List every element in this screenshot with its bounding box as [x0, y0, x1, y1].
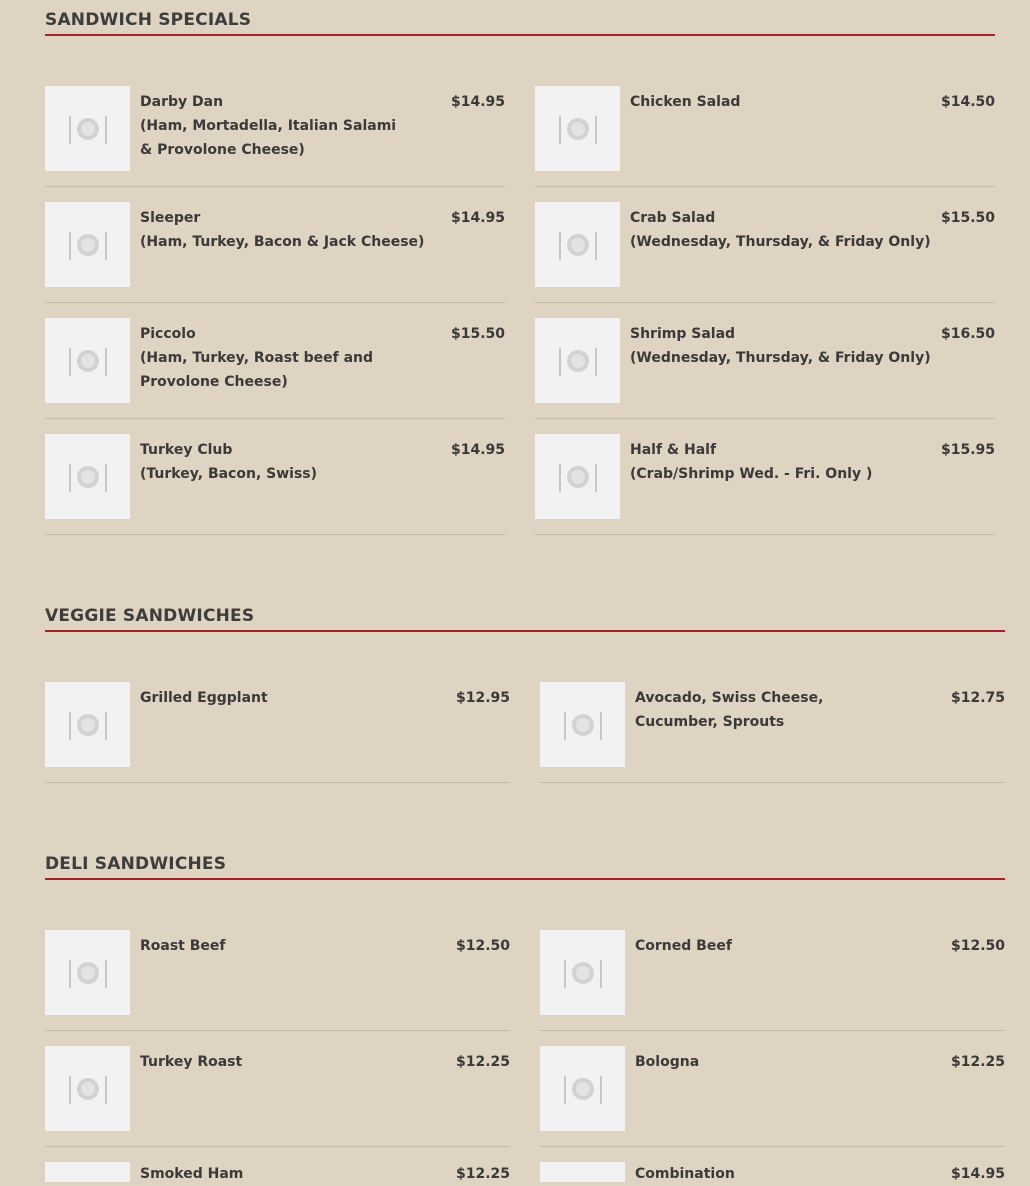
- menu-item[interactable]: [540, 930, 1005, 1031]
- section-title: VEGGIE SANDWICHES: [45, 606, 1005, 632]
- item-name: Avocado, Swiss Cheese, Cucumber, Sprouts: [635, 690, 824, 730]
- plate-fork-knife-icon: [535, 202, 620, 287]
- item-price: $12.25: [455, 1054, 510, 1070]
- menu-item[interactable]: [45, 1046, 510, 1147]
- item-description: (Turkey, Bacon, Swiss): [140, 466, 318, 482]
- item-name: Turkey Roast: [140, 1054, 243, 1070]
- item-price: $12.50: [950, 938, 1005, 954]
- plate-fork-knife-icon: [535, 86, 620, 171]
- item-price: $12.25: [950, 1054, 1005, 1070]
- menu-item[interactable]: [45, 318, 505, 419]
- plate-fork-knife-icon: [45, 1162, 130, 1182]
- item-name: Smoked Ham: [140, 1166, 244, 1182]
- item-name: Crab Salad: [630, 210, 716, 226]
- section-sandwich-specials: [45, 10, 995, 36]
- plate-fork-knife-icon: [540, 930, 625, 1015]
- item-description: (Ham, Mortadella, Italian Salami & Provolone Cheese): [140, 118, 397, 158]
- menu-item[interactable]: [45, 434, 505, 535]
- plate-fork-knife-icon: [45, 86, 130, 171]
- plate-fork-knife-icon: [45, 434, 130, 519]
- menu-item[interactable]: [535, 202, 995, 303]
- item-price: $16.50: [940, 326, 995, 342]
- menu-item[interactable]: [45, 930, 510, 1031]
- plate-fork-knife-icon: [540, 682, 625, 767]
- item-name: Combination: [635, 1166, 735, 1182]
- menu-item[interactable]: [535, 86, 995, 187]
- item-description: (Wednesday, Thursday, & Friday Only): [630, 350, 931, 366]
- item-price: $15.50: [450, 326, 505, 342]
- section-title: SANDWICH SPECIALS: [45, 10, 995, 36]
- item-price: $14.95: [450, 210, 505, 226]
- item-price: $12.25: [455, 1166, 510, 1182]
- plate-fork-knife-icon: [540, 1046, 625, 1131]
- menu-item[interactable]: [45, 1162, 510, 1182]
- section-deli-sandwiches: [45, 854, 1005, 880]
- plate-fork-knife-icon: [45, 202, 130, 287]
- section-veggie-sandwiches: [45, 606, 1005, 632]
- item-price: $12.50: [455, 938, 510, 954]
- item-name: Turkey Club: [140, 442, 233, 458]
- item-name: Roast Beef: [140, 938, 226, 954]
- item-price: $12.95: [455, 690, 510, 706]
- item-price: $15.50: [940, 210, 995, 226]
- menu-item[interactable]: [45, 682, 510, 783]
- plate-fork-knife-icon: [45, 682, 130, 767]
- item-name: Darby Dan: [140, 94, 224, 110]
- menu-item[interactable]: [535, 434, 995, 535]
- item-name: Sleeper: [140, 210, 201, 226]
- section-title: DELI SANDWICHES: [45, 854, 1005, 880]
- item-description: (Ham, Turkey, Roast beef and Provolone Cheese): [140, 350, 374, 390]
- plate-fork-knife-icon: [45, 930, 130, 1015]
- item-name: Piccolo: [140, 326, 196, 342]
- plate-fork-knife-icon: [540, 1162, 625, 1182]
- plate-fork-knife-icon: [535, 318, 620, 403]
- item-name: Half & Half: [630, 442, 717, 458]
- item-price: $15.95: [940, 442, 995, 458]
- menu-item[interactable]: [535, 318, 995, 419]
- plate-fork-knife-icon: [535, 434, 620, 519]
- menu-item[interactable]: [45, 86, 505, 187]
- item-description: (Wednesday, Thursday, & Friday Only): [630, 234, 931, 250]
- item-name: Bologna: [635, 1054, 700, 1070]
- item-description: (Ham, Turkey, Bacon & Jack Cheese): [140, 234, 425, 250]
- menu-item[interactable]: [540, 1162, 1005, 1182]
- menu-item[interactable]: [540, 682, 1005, 783]
- item-name: Chicken Salad: [630, 94, 741, 110]
- item-price: $14.95: [450, 94, 505, 110]
- menu-item[interactable]: [540, 1046, 1005, 1147]
- item-name: Corned Beef: [635, 938, 732, 954]
- item-name: Shrimp Salad: [630, 326, 736, 342]
- menu-item[interactable]: [45, 202, 505, 303]
- plate-fork-knife-icon: [45, 318, 130, 403]
- item-price: $14.95: [950, 1166, 1005, 1182]
- item-price: $14.50: [940, 94, 995, 110]
- item-description: (Crab/Shrimp Wed. - Fri. Only ): [630, 466, 873, 482]
- plate-fork-knife-icon: [45, 1046, 130, 1131]
- item-price: $12.75: [950, 690, 1005, 706]
- item-price: $14.95: [450, 442, 505, 458]
- item-name: Grilled Eggplant: [140, 690, 268, 706]
